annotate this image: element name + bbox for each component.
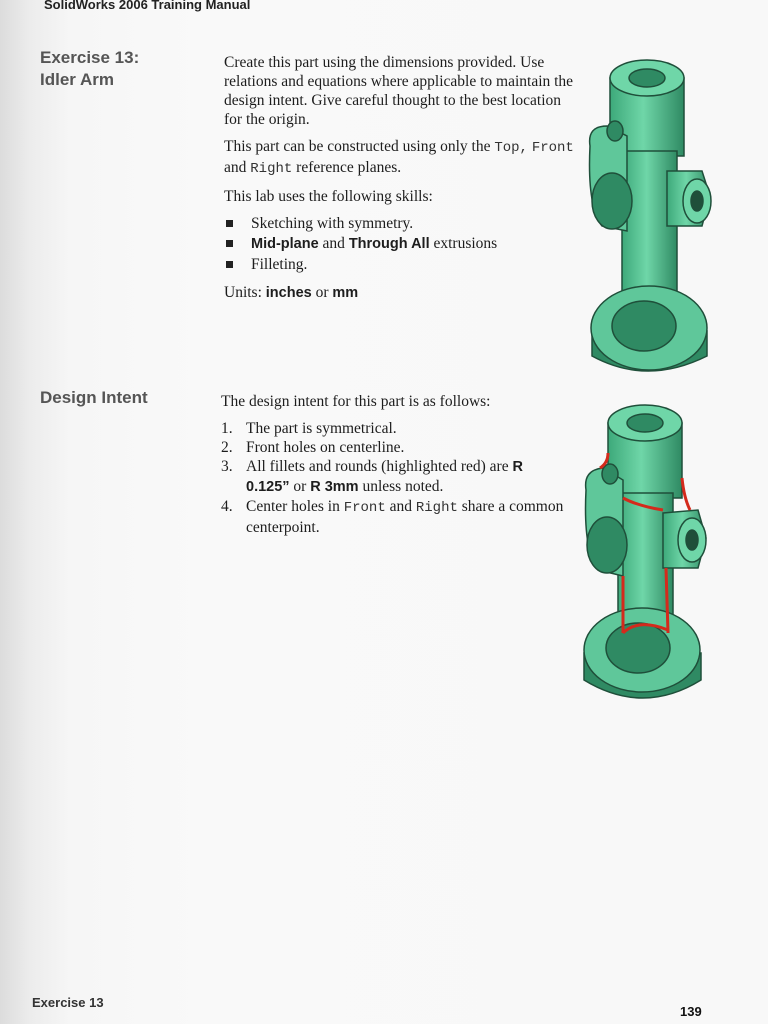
- skills-intro: This lab uses the following skills:: [224, 188, 433, 205]
- manual-header: SolidWorks 2006 Training Manual: [44, 0, 251, 12]
- skill-text: and: [318, 235, 349, 252]
- design-intent-body: [221, 392, 566, 537]
- item-text: The part is symmetrical.: [246, 420, 397, 437]
- design-intent-intro: The design intent for this part is as follows:: [221, 393, 491, 410]
- item-number: 2.: [221, 439, 233, 456]
- planes-post: reference planes.: [292, 159, 402, 176]
- list-item: [221, 497, 566, 537]
- bullet-icon: [226, 240, 233, 247]
- exercise-title-line2: Idler Arm: [40, 70, 115, 89]
- exercise-title-line1: Exercise 13:: [40, 48, 140, 67]
- item-text: share a common centerpoint.: [246, 498, 564, 536]
- footer-exercise-label: Exercise 13: [32, 995, 104, 1010]
- exercise-body: [224, 53, 580, 311]
- list-item: [224, 214, 580, 233]
- plane-front: Front: [343, 500, 386, 516]
- list-item: [224, 255, 580, 274]
- item-bold: R 3mm: [310, 479, 359, 495]
- design-intent-title: Design Intent: [40, 388, 148, 407]
- item-text: Front holes on centerline.: [246, 439, 405, 456]
- item-text: All fillets and rounds (highlighted red) are: [246, 458, 513, 475]
- item-number: 3.: [221, 458, 233, 475]
- item-bold: R 0.125”: [246, 459, 523, 495]
- plane-right: Right: [415, 500, 458, 516]
- item-text: Center holes in: [246, 498, 344, 515]
- planes-text: This part can be constructed using only the: [224, 138, 495, 155]
- units-mm: mm: [332, 285, 359, 301]
- exercise-intro: Create this part using the dimensions provided. Use relations and equations where applicable to maintain the design intent. Give careful thought to the best location for the origin.: [224, 54, 574, 128]
- units-line: [224, 283, 580, 303]
- planes-paragraph: [224, 137, 580, 179]
- units-or: or: [311, 284, 333, 301]
- units-inches: inches: [265, 285, 312, 301]
- list-item: [224, 234, 580, 254]
- skills-list: [224, 214, 580, 274]
- planes-and: and: [224, 159, 251, 176]
- list-item: [221, 419, 566, 438]
- item-text: and: [385, 498, 416, 515]
- item-number: 4.: [221, 498, 233, 515]
- skill-text: Sketching with symmetry.: [251, 215, 414, 232]
- skill-bold: Through All: [348, 236, 430, 252]
- bullet-icon: [226, 220, 233, 227]
- design-intent-list: [221, 419, 566, 537]
- plane-front: Front: [531, 140, 574, 156]
- plane-top: Top,: [494, 140, 528, 156]
- idler-arm-fillets-image: [578, 398, 713, 716]
- bullet-icon: [226, 261, 233, 268]
- list-item: [221, 438, 566, 457]
- item-number: 1.: [221, 420, 233, 437]
- item-text: or: [289, 478, 311, 495]
- skill-text: Filleting.: [251, 256, 308, 273]
- item-text: unless noted.: [358, 478, 444, 495]
- skill-text: extrusions: [429, 235, 498, 252]
- list-item: [221, 457, 566, 497]
- exercise-title: [40, 47, 139, 91]
- skill-bold: Mid-plane: [251, 236, 319, 252]
- units-label: Units:: [224, 284, 266, 301]
- plane-right: Right: [250, 161, 293, 177]
- idler-arm-part-image: [582, 56, 717, 376]
- page-number: 139: [680, 1004, 702, 1019]
